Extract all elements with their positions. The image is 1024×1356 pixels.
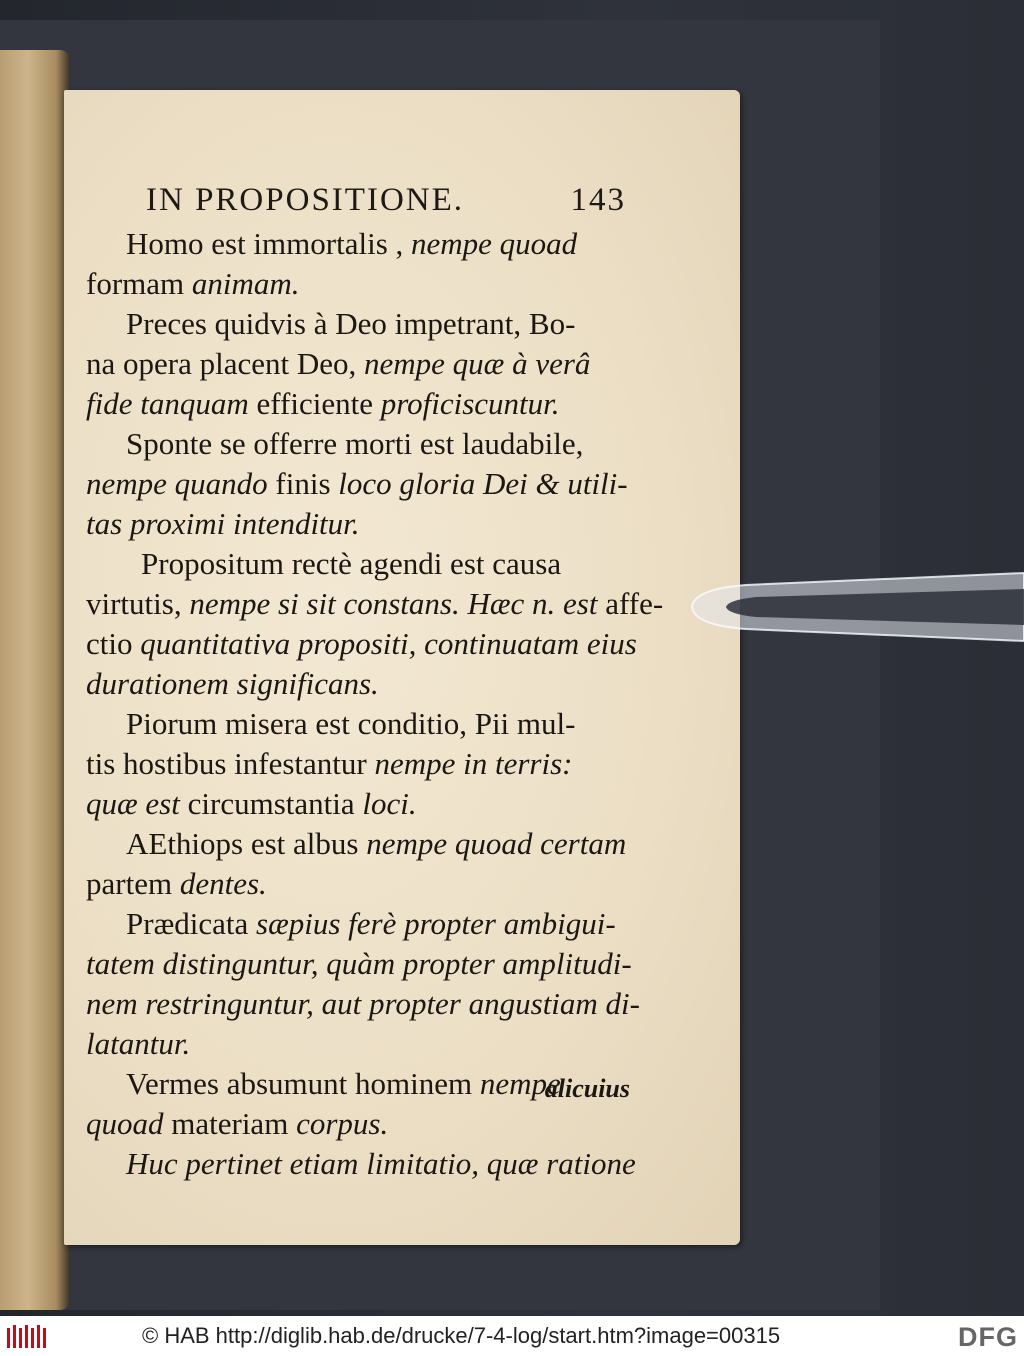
paragraph bbox=[86, 304, 626, 424]
text-line bbox=[86, 944, 632, 984]
text-segment: Vermes absumunt hominem bbox=[126, 1066, 480, 1101]
text-line bbox=[86, 624, 637, 664]
italic-text-segment: fide tanquam bbox=[86, 386, 257, 421]
paragraph bbox=[86, 824, 626, 904]
italic-text-segment: dentes. bbox=[179, 866, 267, 901]
italic-text-segment: nem restringuntur, aut propter angustiam di- bbox=[86, 986, 640, 1021]
text-segment: affe- bbox=[605, 586, 664, 621]
book-left-edge bbox=[0, 50, 70, 1310]
italic-text-segment: nempe bbox=[479, 1066, 561, 1101]
text-line bbox=[86, 1144, 636, 1184]
body-text bbox=[86, 224, 664, 1184]
text-segment: partem bbox=[86, 866, 180, 901]
text-line bbox=[86, 264, 626, 304]
text-line bbox=[86, 424, 626, 464]
running-head bbox=[146, 182, 626, 226]
italic-text-segment: durationem significans. bbox=[86, 666, 379, 701]
italic-text-segment: tatem distinguntur, quàm propter amplitudi- bbox=[86, 946, 632, 981]
italic-text-segment: loci. bbox=[362, 786, 417, 821]
copyright-link[interactable]: © HAB http://diglib.hab.de/drucke/7-4-log/start.htm?image=00315 bbox=[142, 1323, 781, 1348]
text-segment: tis hostibus infestantur bbox=[86, 746, 375, 781]
text-segment: ctio bbox=[86, 626, 141, 661]
text-line bbox=[86, 664, 626, 704]
italic-text-segment: sæpius ferè propter ambigui- bbox=[256, 906, 616, 941]
text-line bbox=[86, 704, 626, 744]
text-segment: materiam bbox=[171, 1106, 297, 1141]
catchword: alicuius bbox=[544, 1074, 630, 1103]
italic-text-segment: tas proximi intenditur. bbox=[86, 506, 360, 541]
text-line bbox=[86, 304, 626, 344]
text-segment: Homo est immortalis , bbox=[126, 226, 412, 261]
text-segment: AEthiops est albus bbox=[126, 826, 367, 861]
text-segment: Prædicata bbox=[126, 906, 256, 941]
text-segment: virtutis, bbox=[86, 586, 190, 621]
text-segment: Sponte se offerre morti est laudabile, bbox=[126, 426, 584, 461]
text-line bbox=[86, 224, 626, 264]
text-segment: Propositum rectè agendi est causa bbox=[141, 546, 562, 581]
text-segment: Piorum misera est conditio, Pii mul- bbox=[126, 706, 576, 741]
italic-text-segment: nempe quæ à verâ bbox=[364, 346, 591, 381]
italic-text-segment: Huc pertinet etiam limitatio, quæ ratione bbox=[126, 1146, 636, 1181]
page-number: 143 bbox=[570, 182, 626, 218]
text-line bbox=[86, 824, 626, 864]
text-line bbox=[86, 384, 626, 424]
italic-text-segment: nempe in terris: bbox=[374, 746, 573, 781]
text-segment: formam bbox=[86, 266, 192, 301]
text-line bbox=[86, 744, 626, 784]
text-line bbox=[86, 904, 626, 944]
italic-text-segment: nempe quoad certam bbox=[366, 826, 627, 861]
book-clip bbox=[676, 555, 1024, 655]
italic-text-segment: nempe quoad bbox=[411, 226, 578, 261]
italic-text-segment: animam. bbox=[191, 266, 300, 301]
paragraph bbox=[86, 704, 626, 824]
text-segment: Preces quidvis à Deo impetrant, Bo- bbox=[126, 306, 576, 341]
italic-text-segment: nempe quando bbox=[86, 466, 276, 501]
text-segment: circumstantia bbox=[187, 786, 363, 821]
text-line bbox=[86, 504, 626, 544]
text-segment: na opera placent Deo, bbox=[86, 346, 365, 381]
italic-text-segment: quantitativa propositi, continuatam eius bbox=[140, 626, 637, 661]
paragraph bbox=[86, 544, 664, 704]
text-line bbox=[86, 864, 626, 904]
text-line bbox=[86, 1024, 626, 1064]
text-segment: finis bbox=[275, 466, 339, 501]
italic-text-segment: quoad bbox=[86, 1106, 172, 1141]
italic-text-segment: nempe si sit constans. Hæc n. est bbox=[189, 586, 606, 621]
text-line bbox=[86, 1104, 626, 1144]
text-line bbox=[86, 464, 626, 504]
text-line bbox=[86, 584, 664, 624]
italic-text-segment: loco gloria Dei & utili- bbox=[338, 466, 628, 501]
text-line bbox=[86, 984, 640, 1024]
italic-text-segment: corpus. bbox=[296, 1106, 389, 1141]
paragraph bbox=[86, 224, 626, 304]
text-line bbox=[86, 784, 626, 824]
text-line bbox=[86, 544, 626, 584]
italic-text-segment: latantur. bbox=[86, 1026, 191, 1061]
hab-logo-icon bbox=[6, 1324, 48, 1350]
italic-text-segment: quæ est bbox=[86, 786, 188, 821]
page-title: IN PROPOSITIONE. bbox=[146, 182, 465, 218]
italic-text-segment: proficiscuntur. bbox=[380, 386, 560, 421]
book-page bbox=[64, 90, 740, 1245]
paragraph bbox=[86, 904, 640, 1064]
dfg-logo: DFG bbox=[958, 1322, 1018, 1352]
text-segment: efficiente bbox=[256, 386, 381, 421]
paragraph bbox=[86, 424, 626, 544]
footer-bar bbox=[0, 1316, 1024, 1356]
paragraph bbox=[86, 1144, 636, 1184]
text-line bbox=[86, 344, 626, 384]
